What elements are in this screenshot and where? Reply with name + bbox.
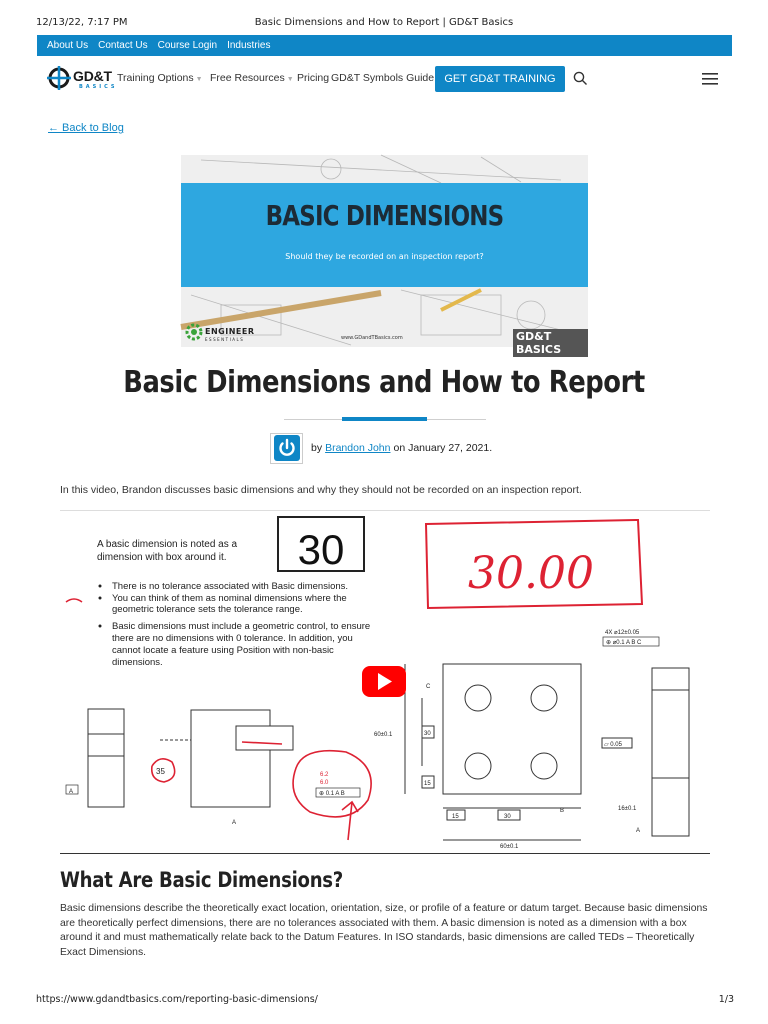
video-thumbnail — [60, 510, 710, 854]
dim-15-bottom: 15 — [452, 814, 459, 820]
dim-30-left: 30 — [424, 731, 431, 737]
datum-b-label: B — [560, 808, 565, 814]
bullet-1: There is no tolerance associated with Basic dimensions. — [112, 581, 349, 592]
engineer-essentials-logo-sub: ESSENTIALS — [205, 337, 245, 342]
datum-c-label: C — [426, 684, 431, 690]
byline-by: by — [311, 442, 323, 454]
section-paragraph: Basic dimensions describe the theoretically exact location, orientation, size, or profile of a feature or datum target. Because basic dimensions are theoretically perfect dimensions, there are no tolerances associated with them. A basic dimension is noted as a dimension with a box around it and must mathematically relate back to the Datum Features. In ISO standards, basic dimensions are called TEDs – Theoretically Exact Dimensions. — [60, 903, 708, 958]
hole-callout: 4X ⌀12±0.05 — [605, 630, 640, 636]
title-divider-accent — [342, 417, 427, 421]
back-to-blog-link[interactable]: ← Back to Blog — [48, 122, 124, 134]
bullet-3: geometric tolerance sets the tolerance range. — [112, 604, 303, 615]
bullet-7: dimensions. — [112, 657, 163, 668]
search-icon[interactable] — [573, 71, 588, 86]
flatness-fcf: ⏥ 0.05 — [604, 742, 622, 748]
bullet-5: there are no dimensions with 0 tolerance. In addition, you — [112, 633, 353, 644]
byline-date: on January 27, 2021. — [393, 442, 493, 454]
print-footer — [36, 994, 734, 1005]
red-callout-2: 6.0 — [320, 780, 329, 786]
engineer-essentials-logo-text: ENGINEER — [205, 327, 255, 336]
nav-training-options[interactable] — [117, 72, 203, 84]
byline — [270, 432, 492, 464]
dim-60-tol: 60±0.1 — [374, 732, 393, 738]
power-icon — [274, 435, 300, 461]
chevron-down-icon: ▼ — [286, 76, 294, 83]
video-embed[interactable] — [60, 510, 710, 854]
article-intro: In this video, Brandon discusses basic dimensions and why they should not be recorded on an inspection report. — [60, 484, 582, 496]
print-page-title: Basic Dimensions and How to Report | GD&T Basics — [254, 17, 514, 28]
youtube-play-button[interactable] — [362, 666, 406, 697]
logo-subtext: BASICS — [79, 84, 118, 90]
datum-a-label: A — [69, 789, 74, 795]
red-callout-1: 6.2 — [320, 772, 329, 778]
dim-15-left: 15 — [424, 781, 431, 787]
topbar-link-course-login[interactable]: Course Login — [157, 40, 218, 51]
author-avatar[interactable] — [270, 433, 303, 464]
datum-a-side-label: A — [636, 828, 641, 834]
print-page-number: 1/3 — [718, 994, 734, 1005]
author-link[interactable]: Brandon John — [325, 442, 391, 454]
bullet-4: Basic dimensions must include a geometric control, to ensure — [112, 621, 371, 632]
nav-label: Training Options — [117, 72, 194, 84]
note-line-2: dimension with box around it. — [97, 552, 227, 563]
nav-label: Free Resources — [210, 72, 285, 84]
red-fcf: ⊕ 0.1 A B — [319, 791, 345, 797]
hero-title: BASIC DIMENSIONS — [265, 199, 504, 232]
basic-dim-box-value: 30 — [297, 526, 345, 573]
nav-pricing[interactable]: Pricing — [297, 72, 330, 84]
section-heading: What Are Basic Dimensions? — [60, 868, 344, 892]
print-url: https://www.gdandtbasics.com/reporting-basic-dimensions/ — [36, 994, 318, 1005]
nav-free-resources[interactable] — [210, 72, 294, 84]
dim-30-bottom: 30 — [504, 814, 511, 820]
topbar-link-industries[interactable]: Industries — [227, 40, 271, 51]
nav-symbols-guide[interactable]: GD&T Symbols Guide — [331, 72, 435, 84]
bullet-6: cannot locate a feature using Position with non-basic — [112, 645, 334, 656]
hero-image — [181, 155, 588, 356]
topbar-link-contact[interactable]: Contact Us — [98, 40, 148, 51]
gdt-logo-icon — [47, 66, 71, 90]
chevron-down-icon: ▼ — [195, 76, 203, 83]
print-header — [0, 0, 768, 34]
hero-subtitle: Should they be recorded on an inspection report? — [285, 252, 484, 261]
handwritten-value: 30.00 — [468, 548, 594, 599]
site-logo[interactable] — [47, 66, 117, 92]
main-navbar — [37, 62, 732, 96]
position-fcf: ⊕ ⌀0.1 A B C — [606, 640, 642, 646]
hero-website: www.GDandTBasics.com — [341, 335, 403, 341]
engineer-essentials-gear-icon — [185, 323, 203, 341]
hamburger-menu-icon[interactable] — [702, 73, 718, 85]
note-line-1: A basic dimension is noted as a — [97, 539, 238, 550]
print-datetime: 12/13/22, 7:17 PM — [36, 17, 128, 28]
logo-wordmark: GD&T — [73, 68, 112, 84]
top-utility-bar — [37, 35, 732, 56]
video-divider — [60, 853, 710, 854]
get-training-button[interactable]: GET GD&T TRAINING — [435, 66, 565, 92]
topbar-link-about[interactable]: About Us — [47, 40, 89, 51]
side-dim: 16±0.1 — [618, 806, 637, 812]
bullet-2: You can think of them as nominal dimensions where the — [112, 593, 347, 604]
dim-60-bottom: 60±0.1 — [500, 844, 519, 850]
datum-a-bottom-label: A — [232, 820, 237, 826]
article-title: Basic Dimensions and How to Report — [123, 365, 645, 400]
hero-brand-logo: GD&T BASICS — [513, 329, 588, 357]
left-dim-label: 35 — [156, 767, 165, 776]
